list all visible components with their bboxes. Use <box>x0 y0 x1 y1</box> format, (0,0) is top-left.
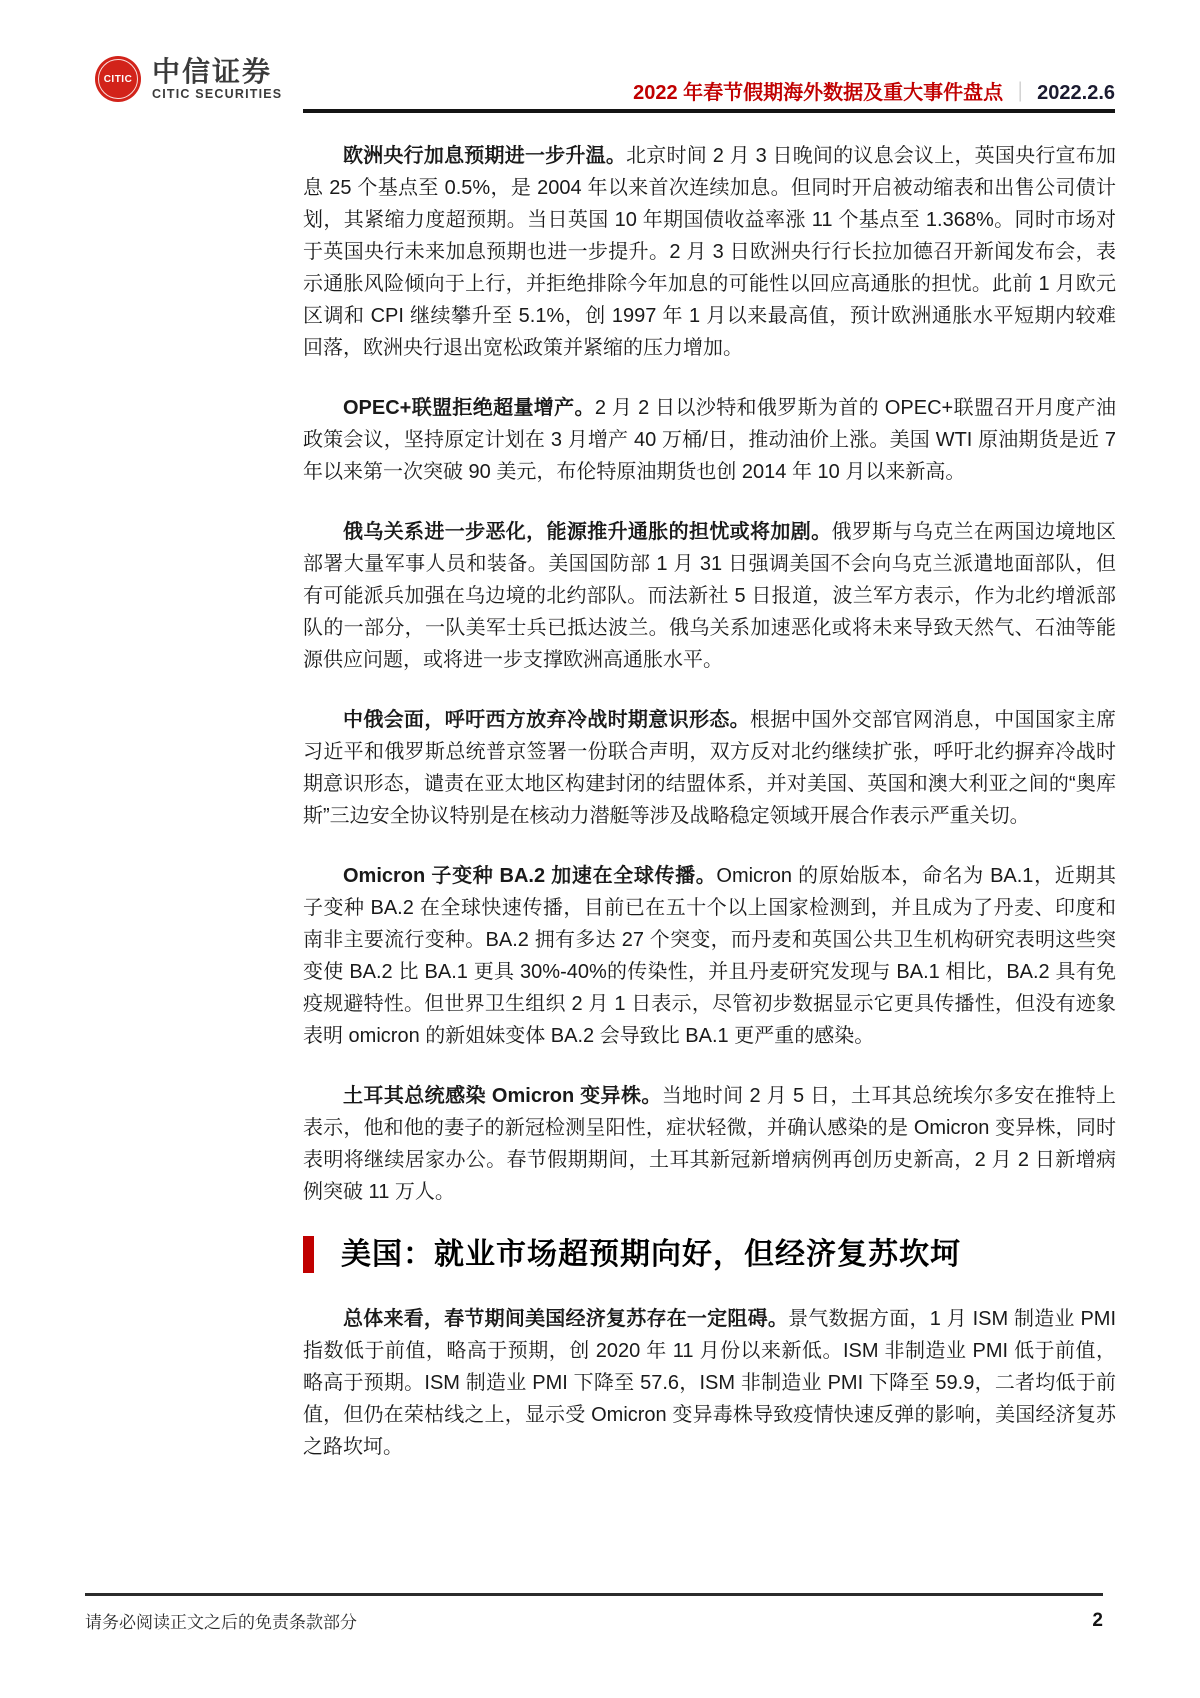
body-paragraph <box>303 392 1116 488</box>
body-paragraph <box>303 516 1116 676</box>
report-date: 2022.2.6 <box>1037 82 1115 104</box>
paragraph-text: 当地时间 2 月 5 日，土耳其总统埃尔多安在推特上表示，他和他的妻子的新冠检测呈阳性，症状轻微，并确认感染的是 Omicron 变异株，同时表明将继续居家办公。春节假期期间，土耳其新冠新增病例再创历史新高，2 月 2 日新增病例突破 11 万人。 <box>303 1085 1116 1203</box>
citic-logo-wordmark <box>152 57 282 102</box>
section-heading-bar <box>303 1236 314 1273</box>
report-title: 2022 年春节假期海外数据及重大事件盘点 <box>633 82 1004 104</box>
paragraph-text: 俄罗斯与乌克兰在两国边境地区部署大量军事人员和装备。美国国防部 1 月 31 日强调美国不会向乌克兰派遣地面部队，但有可能派兵加强在乌边境的北约部队。而法新社 5 日报道，波兰军方表示，作为北约增派部队的一部分，一队美军士兵已抵达波兰。俄乌关系加速恶化或将未来导致天然气、石油等能源供应问题，或将进一步支撑欧洲高通胀水平。 <box>303 521 1117 671</box>
body-paragraph <box>303 704 1116 832</box>
paragraph-text: Omicron 的原始版本，命名为 BA.1，近期其子变种 BA.2 在全球快速传播，目前已在五十个以上国家检测到，并且成为了丹麦、印度和南非主要流行变种。BA.2 拥有多达 27 个突变，而丹麦和英国公共卫生机构研究表明这些突变使 BA.2 比 BA.1 更具 30%-40%的传染性，并且丹麦研究发现与 BA.1 相比，BA.2 具有免疫规避特性。但世界卫生组织 2 月 1 日表示，尽管初步数据显示它更具传播性，但没有迹象表明 omicron 的新姐妹变体 BA.2 会导致比 BA.1 更严重的感染。 <box>303 865 1116 1047</box>
section-heading-us <box>303 1236 1116 1273</box>
body-paragraph <box>303 1303 1116 1463</box>
footer-disclaimer: 请务必阅读正文之后的免责条款部分 <box>85 1613 357 1632</box>
report-body <box>303 140 1116 1491</box>
paragraph-lead: 土耳其总统感染 Omicron 变异株。 <box>343 1085 662 1107</box>
page-number: 2 <box>1092 1609 1103 1631</box>
body-paragraph <box>303 860 1116 1052</box>
logo-name-cn: 中信证券 <box>152 55 273 87</box>
citic-logo-icon <box>95 56 141 102</box>
paragraph-lead: OPEC+联盟拒绝超量增产。 <box>343 397 595 419</box>
paragraph-lead: 总体来看，春节期间美国经济复苏存在一定阻碍。 <box>343 1308 789 1330</box>
paragraph-lead: 欧洲央行加息预期进一步升温。 <box>343 145 627 167</box>
paragraph-text: 2 月 2 日以沙特和俄罗斯为首的 OPEC+联盟召开月度产油政策会议，坚持原定计划在 3 月增产 40 万桶/日，推动油价上涨。美国 WTI 原油期货是近 7 年以来第一次突破 90 美元，布伦特原油期货也创 2014 年 10 月以来新高。 <box>303 397 1117 483</box>
header-meta <box>633 76 1115 105</box>
logo-name-en: CITIC SECURITIES <box>152 86 283 101</box>
paragraph-lead: Omicron 子变种 BA.2 加速在全球传播。 <box>343 865 717 887</box>
paragraph-text: 根据中国外交部官网消息，中国国家主席习近平和俄罗斯总统普京签署一份联合声明，双方反对北约继续扩张，呼吁北约摒弃冷战时期意识形态，谴责在亚太地区构建封闭的结盟体系，并对美国、英国和澳大利亚之间的“奥库斯”三边安全协议特别是在核动力潜艇等涉及战略稳定领域开展合作表示严重关切。 <box>303 709 1117 827</box>
footer <box>85 1608 1103 1633</box>
citic-brand <box>95 56 282 102</box>
paragraph-text: 景气数据方面，1 月 ISM 制造业 PMI 指数低于前值，略高于预期，创 2020 年 11 月份以来新低。ISM 非制造业 PMI 低于前值，略高于预期。ISM 制造业 PMI 下降至 57.6，ISM 非制造业 PMI 下降至 59.9，二者均低于前值，但仍在荣枯线之上，显示受 Omicron 变异毒株导致疫情快速反弹的影响，美国经济复苏之路坎坷。 <box>303 1308 1116 1458</box>
footer-rule <box>85 1593 1103 1596</box>
paragraph-lead: 俄乌关系进一步恶化，能源推升通胀的担忧或将加剧。 <box>343 521 832 543</box>
section-title: 美国：就业市场超预期向好，但经济复苏坎坷 <box>341 1238 961 1271</box>
body-paragraph <box>303 140 1116 364</box>
paragraph-text: 北京时间 2 月 3 日晚间的议息会议上，英国央行宣布加息 25 个基点至 0.5%，是 2004 年以来首次连续加息。但同时开启被动缩表和出售公司债计划，其紧缩力度超预期。当日英国 10 年期国债收益率涨 11 个基点至 1.368%。同时市场对于英国央行未来加息预期也进一步提升。2 月 3 日欧洲央行行长拉加德召开新闻发布会，表示通胀风险倾向于上行，并拒绝排除今年加息的可能性以回应高通胀的担忧。此前 1 月欧元区调和 CPI 继续攀升至 5.1%，创 1997 年 1 月以来最高值，预计欧洲通胀水平短期内较难回落，欧洲央行退出宽松政策并紧缩的压力增加。 <box>303 145 1116 359</box>
header-rule <box>303 109 1115 113</box>
header-separator: ｜ <box>1010 82 1031 104</box>
paragraph-lead: 中俄会面，呼吁西方放弃冷战时期意识形态。 <box>343 709 751 731</box>
body-paragraph <box>303 1080 1116 1208</box>
citic-logo-mark-text: CITIC <box>103 73 133 85</box>
